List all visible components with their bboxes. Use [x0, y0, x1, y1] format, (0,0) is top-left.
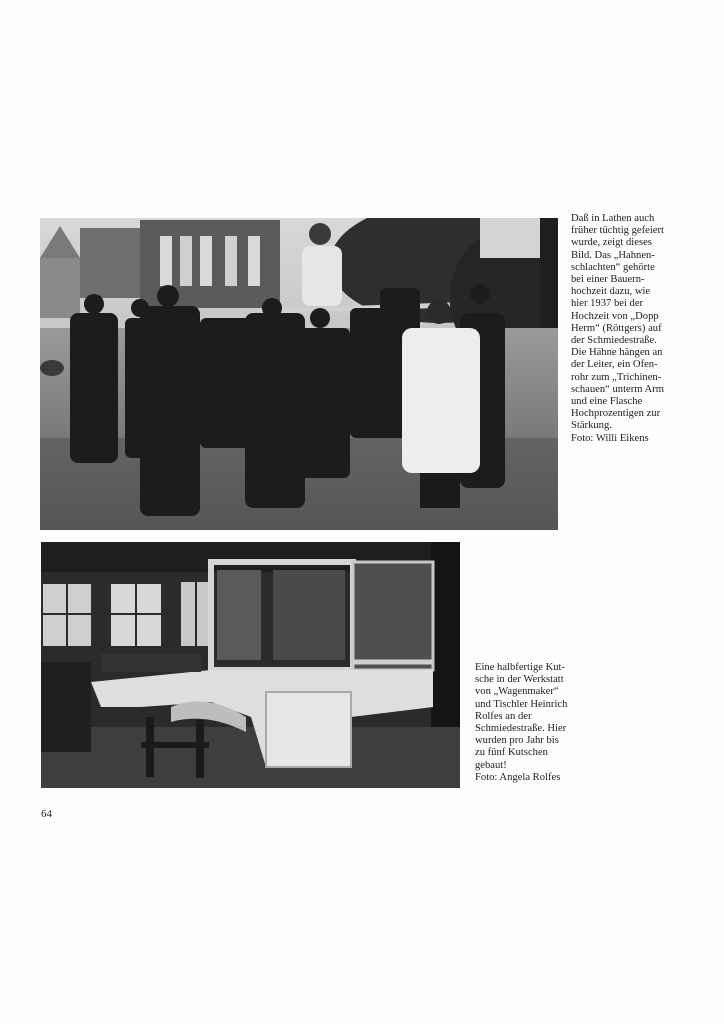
caption-line: der Leiter, ein Ofen- [571, 359, 658, 371]
wedding-celebration-photo [40, 218, 558, 530]
caption-line: Rolfes an der [475, 710, 532, 722]
photo-credit: Foto: Angela Rolfes [475, 771, 561, 783]
caption-line: und eine Flasche [571, 396, 643, 408]
caption-line: bei einer Bauern- [571, 274, 645, 286]
caption-line: schauen“ unterm Arm [571, 383, 664, 395]
workshop-photo-caption [475, 662, 595, 784]
caption-line: sche in der Werkstatt [475, 674, 564, 686]
caption-line: und Tischler Heinrich [475, 698, 568, 710]
caption-line: von „Wagenmaker“ [475, 686, 559, 698]
caption-line: Schmiedestraße. Hier [475, 723, 567, 735]
photo-credit: Foto: Willi Eikens [571, 432, 649, 444]
workshop-photo-drawing [41, 542, 460, 788]
carriage-workshop-photo [41, 542, 460, 788]
caption-line: wurde, zeigt dieses [571, 237, 652, 249]
caption-line: wurden pro Jahr bis [475, 735, 559, 747]
page-number: 64 [41, 808, 52, 820]
caption-line: Daß in Lathen auch [571, 213, 655, 224]
caption-line: rohr zum „Trichinen- [571, 371, 662, 383]
caption-line: schlachten“ gehörte [571, 261, 655, 273]
caption-line: Stärkung. [571, 420, 612, 432]
caption-line: hier 1937 bei der [571, 298, 644, 310]
caption-line: Eine halbfertige Kut- [475, 662, 566, 673]
caption-line: Hochzeit von „Dopp [571, 310, 659, 322]
caption-line: gebaut! [475, 759, 507, 771]
wedding-photo-caption [571, 213, 701, 445]
caption-line: Herm“ (Röttgers) auf [571, 322, 662, 334]
caption-line: hochzeit dazu, wie [571, 286, 651, 298]
caption-line: Hochprozentigen zur [571, 408, 661, 420]
caption-line: zu fünf Kutschen [475, 747, 548, 759]
caption-line: Die Hähne hängen an [571, 347, 663, 359]
caption-line: früher tüchtig gefeiert [571, 225, 664, 237]
caption-line: der Schmiedestraße. [571, 335, 657, 347]
caption-line: Bild. Das „Hahnen- [571, 249, 655, 261]
wedding-photo-drawing [40, 218, 558, 530]
